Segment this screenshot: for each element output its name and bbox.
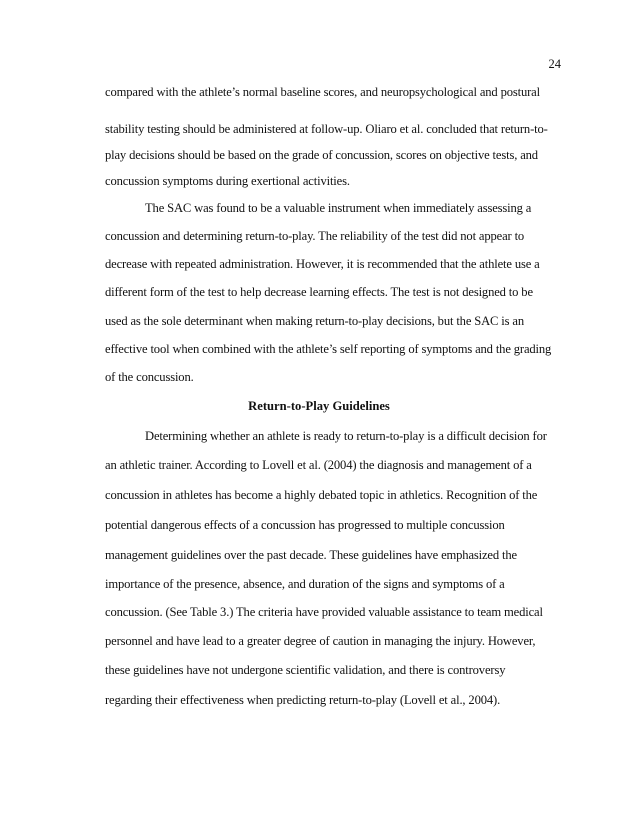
paragraph-1-line: stability testing should be administered at follow-up. Oliaro et al. concluded that return-to- (105, 122, 548, 136)
paragraph-3-line: regarding their effectiveness when predicting return-to-play (Lovell et al., 2004). (105, 693, 501, 707)
section-heading: Return-to-Play Guidelines (248, 399, 390, 413)
paragraph-3-line: concussion. (See Table 3.) The criteria have provided valuable assistance to team medical (105, 605, 543, 619)
paragraph-3-line: importance of the presence, absence, and duration of the signs and symptoms of a (105, 577, 505, 591)
paragraph-3-line: Determining whether an athlete is ready to return-to-play is a difficult decision for (145, 429, 547, 443)
paragraph-1-line: compared with the athlete’s normal baseline scores, and neuropsychological and postural (105, 85, 540, 99)
paragraph-3-line: personnel and have lead to a greater degree of caution in managing the injury. However, (105, 634, 536, 648)
paragraph-2-line: The SAC was found to be a valuable instrument when immediately assessing a (145, 201, 532, 215)
paragraph-2-line: different form of the test to help decrease learning effects. The test is not designed to be (105, 285, 533, 299)
paragraph-2-line: used as the sole determinant when making return-to-play decisions, but the SAC is an (105, 314, 524, 328)
paragraph-1-line: concussion symptoms during exertional activities. (105, 174, 350, 188)
paragraph-2-line: of the concussion. (105, 370, 194, 384)
paragraph-3-line: an athletic trainer. According to Lovell et al. (2004) the diagnosis and management of a (105, 458, 532, 472)
paragraph-3-line: potential dangerous effects of a concussion has progressed to multiple concussion (105, 518, 505, 532)
paragraph-3-line: these guidelines have not undergone scientific validation, and there is controversy (105, 663, 506, 677)
paragraph-2-line: concussion and determining return-to-play. The reliability of the test did not appear to (105, 229, 525, 243)
paragraph-2-line: effective tool when combined with the athlete’s self reporting of symptoms and the grading (105, 342, 552, 356)
paragraph-3-line: concussion in athletes has become a highly debated topic in athletics. Recognition of the (105, 488, 538, 502)
paragraph-1-line: play decisions should be based on the grade of concussion, scores on objective tests, and (105, 148, 538, 162)
paragraph-3-line: management guidelines over the past decade. These guidelines have emphasized the (105, 548, 517, 562)
paragraph-2-line: decrease with repeated administration. However, it is recommended that the athlete use a (105, 257, 540, 271)
page-number: 24 (548, 57, 561, 71)
